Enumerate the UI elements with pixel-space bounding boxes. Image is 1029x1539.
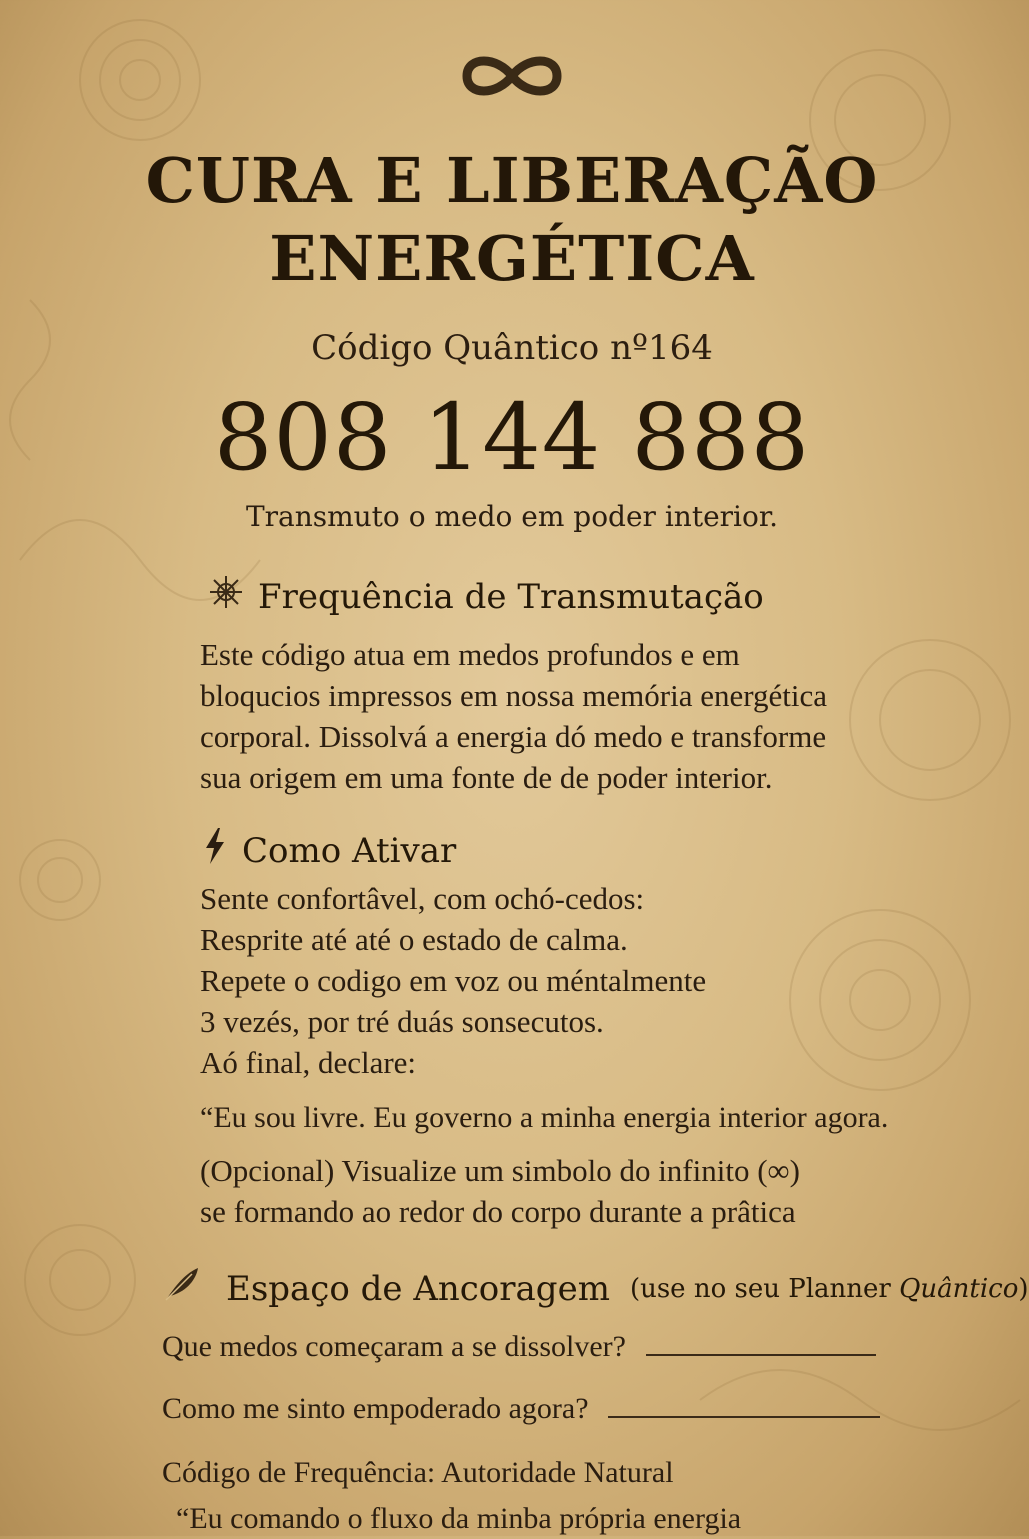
infinity-icon	[457, 48, 567, 104]
anchoring-note-italic: Quântico	[899, 1273, 1019, 1304]
anchoring-note-prefix: (use no seu Planner	[629, 1273, 900, 1304]
question-1	[162, 1326, 876, 1367]
activation-heading-label: Como Ativar	[242, 830, 457, 871]
anchoring-heading	[162, 1264, 1029, 1313]
answer-2-field[interactable]	[608, 1388, 880, 1418]
declaration-text: “Eu sou livre. Eu governo a minha energia interior agora.	[200, 1101, 889, 1134]
optional-line: se formando ao redor do corpo durante a prâtica	[200, 1194, 796, 1229]
activation-line: Sente confortâvel, com ochó-cedos:	[200, 881, 645, 916]
frequency-line: corporal. Dissolvá a energia dó medo e transforme	[200, 719, 827, 754]
anchoring-note	[630, 1274, 1029, 1304]
page-title-line2: ENERGÉTICA	[269, 222, 755, 295]
tagline: Transmuto o medo em poder interior.	[245, 500, 779, 533]
anchoring-note-suffix: )	[1018, 1273, 1029, 1304]
frequency-text	[200, 634, 827, 798]
question-2	[162, 1388, 880, 1429]
header-infinity	[0, 48, 1024, 108]
quantum-code: 808 144 888	[213, 384, 811, 491]
question-2-label: Como me sinto empoderado agora?	[162, 1392, 589, 1425]
activation-heading	[200, 826, 456, 875]
question-1-label: Que medos começaram a se dissolver?	[162, 1330, 626, 1363]
optional-text	[200, 1150, 800, 1232]
compass-star-icon	[208, 574, 244, 619]
anchoring-heading-label: Espaço de Ancoragem	[226, 1268, 610, 1309]
lightning-icon	[200, 826, 230, 875]
feather-icon	[162, 1264, 202, 1313]
answer-1-field[interactable]	[646, 1326, 876, 1356]
code-subtitle: Código Quântico nº164	[311, 328, 713, 368]
frequency-line: Este código atua em medos profundos e em	[200, 637, 740, 672]
frequency-heading	[208, 574, 764, 619]
frequency-line: bloqucios impressos em nossa memória energética	[200, 678, 828, 713]
frequency-code-line: Código de Frequência: Autoridade Natural	[162, 1456, 674, 1489]
activation-line: 3 vezés, por tré duás sonsecutos.	[200, 1004, 604, 1039]
closing-affirmation: “Eu comando o fluxo da minba própria energia	[176, 1502, 742, 1535]
activation-line: Aó final, declare:	[200, 1045, 417, 1080]
activation-steps	[200, 878, 706, 1083]
frequency-line: sua origem em uma fonte de de poder interior.	[200, 760, 773, 795]
activation-line: Repete o codigo em voz ou méntalmente	[200, 963, 707, 998]
frequency-heading-label: Frequência de Transmutação	[258, 576, 764, 617]
activation-line: Resprite até até o estado de calma.	[200, 922, 628, 957]
optional-line: (Opcional) Visualize um simbolo do infinito (∞)	[200, 1153, 800, 1188]
page-title-line1: CURA E LIBERAÇÃO	[145, 144, 879, 217]
